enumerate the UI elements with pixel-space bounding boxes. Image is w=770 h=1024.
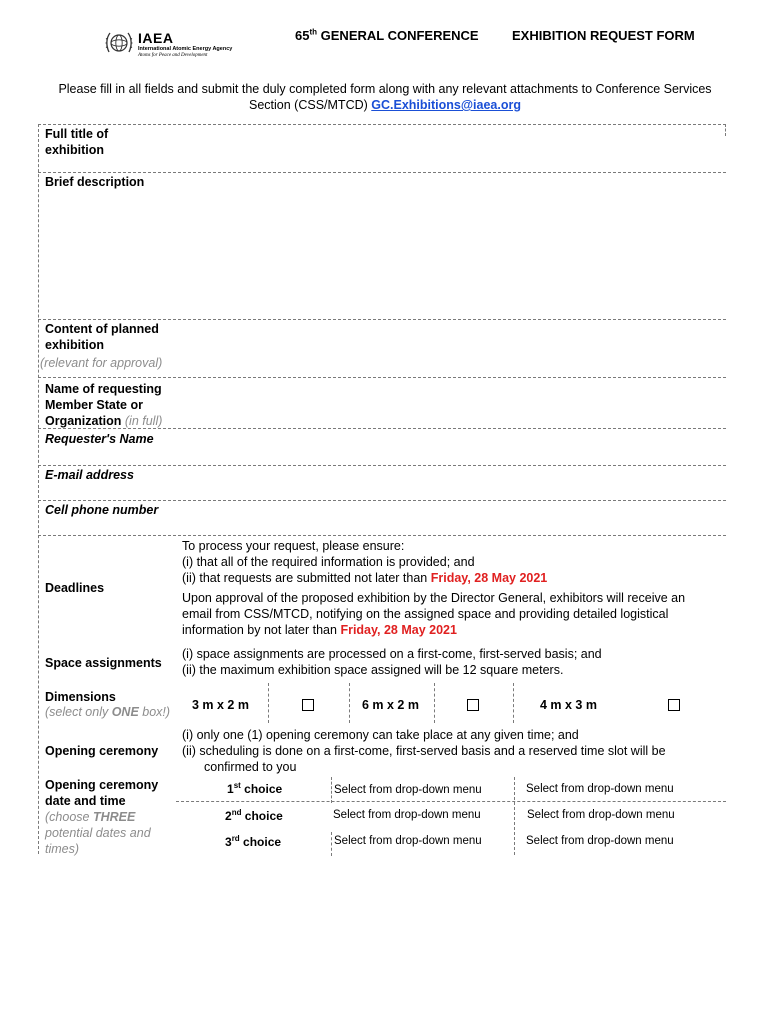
logo-motto: Atoms for Peace and Development bbox=[138, 53, 208, 58]
opening-ceremony-label: Opening ceremony bbox=[45, 744, 159, 758]
email-link[interactable]: GC.Exhibitions@iaea.org bbox=[371, 98, 521, 112]
content-label: Content of planned exhibition bbox=[45, 322, 159, 352]
intro-text: Please fill in all fields and submit the duly completed form along with any relevant attachments to Conference Services Section (CSS/MTCD) GC.Exhibitions@iaea.org bbox=[58, 82, 712, 112]
first-choice-date-dropdown[interactable]: Select from drop-down menu bbox=[334, 784, 482, 796]
third-choice-time-dropdown[interactable]: Select from drop-down menu bbox=[526, 835, 674, 847]
un-emblem-icon bbox=[104, 28, 134, 58]
dimensions-label: Dimensions bbox=[45, 690, 116, 704]
deadlines-text: To process your request, please ensure: (i) that all of the required information is provided; and (ii) that requests are submitted not later than Friday, 28 May 2021 Upon approval of the proposed exhibition by the Director General, exhibitors will receive an email from CSS/MTCD, notifying on the assigned space and providing detailed logistical information by not later than Friday, 28 May 2021 bbox=[182, 539, 686, 637]
space-assignments-label: Space assignments bbox=[45, 656, 162, 670]
space-assignments-text: (i) space assignments are processed on a first-come, first-served basis; and (ii) the maximum exhibition space assigned will be 12 square meters. bbox=[182, 647, 602, 677]
dimension-checkbox-2[interactable] bbox=[467, 699, 479, 711]
conference-title: 65th GENERAL CONFERENCE bbox=[295, 27, 479, 43]
full-title-label: Full title of exhibition bbox=[45, 127, 109, 157]
dimensions-note: (select only ONE box!) bbox=[45, 705, 171, 719]
second-choice-time-dropdown[interactable]: Select from drop-down menu bbox=[527, 809, 675, 821]
second-choice-label: 2nd choice bbox=[225, 808, 283, 823]
iaea-logo bbox=[104, 27, 234, 61]
cell-phone-label: Cell phone number bbox=[45, 503, 159, 517]
content-note: (relevant for approval) bbox=[40, 356, 163, 370]
dimension-option-1: 3 m x 2 m bbox=[192, 698, 249, 712]
email-address-label: E-mail address bbox=[45, 468, 134, 482]
logo-text: IAEA bbox=[138, 30, 174, 46]
third-choice-label: 3rd choice bbox=[225, 834, 282, 849]
dimension-option-3: 4 m x 3 m bbox=[540, 698, 597, 712]
dimension-checkbox-1[interactable] bbox=[302, 699, 314, 711]
first-choice-time-dropdown[interactable]: Select from drop-down menu bbox=[526, 783, 674, 795]
second-choice-date-dropdown[interactable]: Select from drop-down menu bbox=[333, 809, 481, 821]
first-choice-label: 1st choice bbox=[227, 781, 283, 796]
opening-ceremony-text: (i) only one (1) opening ceremony can take place at any given time; and (ii) scheduling is done on a first-come, first-served basis and a reserved time slot will be confirmed to you bbox=[182, 728, 666, 774]
deadlines-label: Deadlines bbox=[45, 581, 105, 595]
member-state-label: Name of requesting Member State or Organization (in full) bbox=[45, 382, 163, 428]
opening-date-note: (choose THREE potential dates and times) bbox=[45, 810, 151, 856]
form-title: EXHIBITION REQUEST FORM bbox=[512, 28, 695, 43]
logo-subtitle: International Atomic Energy Agency bbox=[138, 46, 233, 52]
dimension-option-2: 6 m x 2 m bbox=[362, 698, 419, 712]
dimension-checkbox-3[interactable] bbox=[668, 699, 680, 711]
requester-name-label: Requester's Name bbox=[45, 432, 154, 446]
third-choice-date-dropdown[interactable]: Select from drop-down menu bbox=[334, 835, 482, 847]
brief-description-label: Brief description bbox=[45, 175, 145, 189]
opening-date-label: Opening ceremony date and time bbox=[45, 778, 159, 808]
